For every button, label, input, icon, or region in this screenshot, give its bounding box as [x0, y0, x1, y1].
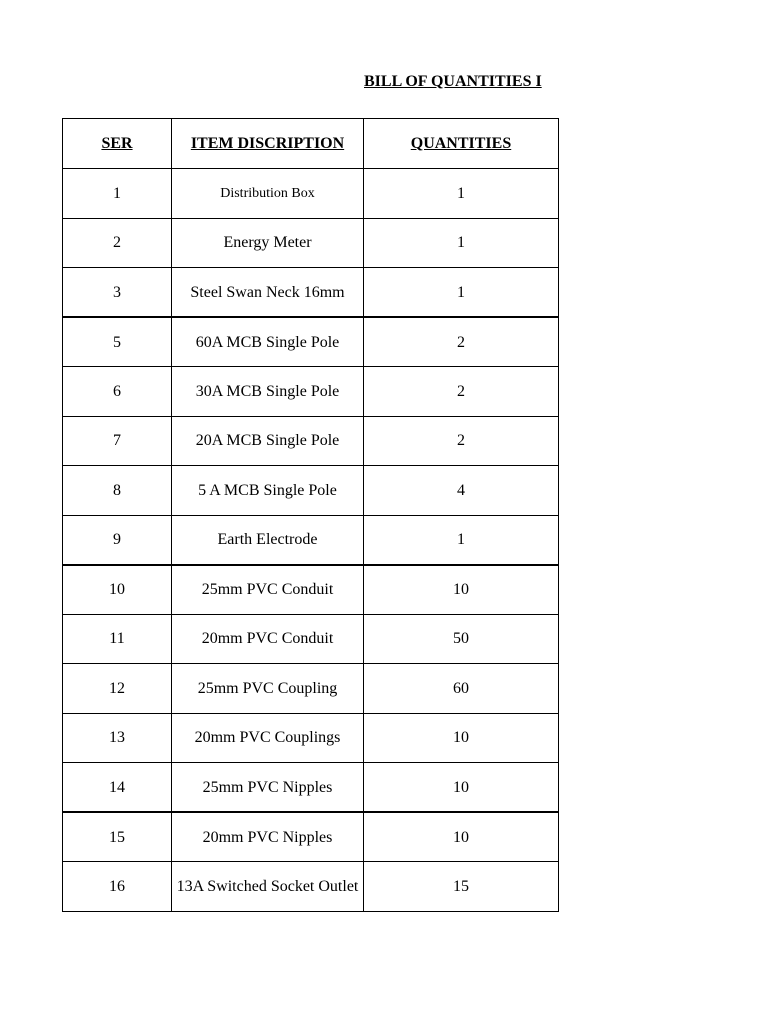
- table-row: [63, 515, 559, 565]
- table-row: [63, 466, 559, 516]
- table-row: [63, 565, 559, 615]
- header-ser: SER: [63, 119, 172, 169]
- cell-description: 20A MCB Single Pole: [172, 416, 364, 466]
- cell-qty: 1: [364, 218, 559, 268]
- cell-qty: 1: [364, 169, 559, 219]
- cell-description: 30A MCB Single Pole: [172, 367, 364, 417]
- header-quantities: QUANTITIES: [364, 119, 559, 169]
- cell-description: 25mm PVC Coupling: [172, 664, 364, 714]
- cell-description: 20mm PVC Conduit: [172, 614, 364, 664]
- cell-description: 25mm PVC Conduit: [172, 565, 364, 615]
- cell-description: 20mm PVC Couplings: [172, 713, 364, 763]
- cell-ser: 14: [63, 763, 172, 813]
- cell-ser: 8: [63, 466, 172, 516]
- cell-qty: 10: [364, 763, 559, 813]
- cell-description: 20mm PVC Nipples: [172, 812, 364, 862]
- cell-ser: 1: [63, 169, 172, 219]
- cell-qty: 50: [364, 614, 559, 664]
- table-row: [63, 367, 559, 417]
- cell-ser: 7: [63, 416, 172, 466]
- cell-description: Energy Meter: [172, 218, 364, 268]
- cell-qty: 2: [364, 367, 559, 417]
- cell-description: 25mm PVC Nipples: [172, 763, 364, 813]
- cell-ser: 9: [63, 515, 172, 565]
- cell-ser: 6: [63, 367, 172, 417]
- table-row: [63, 614, 559, 664]
- table-row: [63, 169, 559, 219]
- table-row: [63, 416, 559, 466]
- cell-description: 13A Switched Socket Outlet: [172, 862, 364, 912]
- table-row: [63, 812, 559, 862]
- cell-description: 5 A MCB Single Pole: [172, 466, 364, 516]
- cell-qty: 60: [364, 664, 559, 714]
- cell-description: Steel Swan Neck 16mm: [172, 268, 364, 318]
- table-row: [63, 713, 559, 763]
- cell-ser: 16: [63, 862, 172, 912]
- cell-qty: 10: [364, 812, 559, 862]
- page-title: BILL OF QUANTITIES I: [364, 73, 542, 90]
- cell-ser: 12: [63, 664, 172, 714]
- cell-qty: 2: [364, 416, 559, 466]
- cell-ser: 3: [63, 268, 172, 318]
- cell-ser: 5: [63, 317, 172, 367]
- cell-qty: 15: [364, 862, 559, 912]
- cell-qty: 2: [364, 317, 559, 367]
- cell-qty: 10: [364, 713, 559, 763]
- table-row: [63, 862, 559, 912]
- table-row: [63, 664, 559, 714]
- table-row: [63, 218, 559, 268]
- table-row: [63, 763, 559, 813]
- cell-qty: 1: [364, 515, 559, 565]
- cell-ser: 2: [63, 218, 172, 268]
- cell-ser: 11: [63, 614, 172, 664]
- cell-description: 60A MCB Single Pole: [172, 317, 364, 367]
- table-row: [63, 268, 559, 318]
- table-row: [63, 317, 559, 367]
- table-header-row: [63, 119, 559, 169]
- cell-qty: 1: [364, 268, 559, 318]
- cell-qty: 4: [364, 466, 559, 516]
- cell-ser: 10: [63, 565, 172, 615]
- cell-qty: 10: [364, 565, 559, 615]
- cell-description: Earth Electrode: [172, 515, 364, 565]
- cell-ser: 15: [63, 812, 172, 862]
- bill-of-quantities-table: [62, 118, 559, 912]
- cell-description: Distribution Box: [172, 169, 364, 219]
- cell-ser: 13: [63, 713, 172, 763]
- header-item-description: ITEM DISCRIPTION: [172, 119, 364, 169]
